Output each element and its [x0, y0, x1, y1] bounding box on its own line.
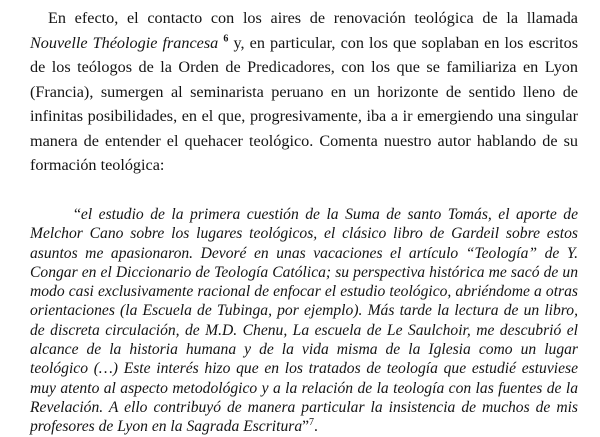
quote-open-mark: “	[74, 206, 81, 223]
body-paragraph	[30, 6, 578, 178]
quote-end-punct: .	[314, 418, 318, 436]
footnote-ref-7[interactable]: 7	[309, 417, 315, 429]
nouvelle-theologie-title: Nouvelle Théologie francesa	[30, 33, 219, 52]
quote-close-mark: ”	[302, 418, 310, 436]
footnote-ref-6[interactable]: 6	[223, 33, 229, 45]
paragraph-text-part1: En efecto, el contacto con los aires de renovación teológica de la llamada	[48, 9, 578, 27]
paragraph-text-part2: y, en particular, con los que soplaban en los escritos de los teólogos de la Orden de Predicadores, con los que se familiariza en Lyon (Francia), sumergen al seminarista peruano en un horizonte de sentido lleno de infinitas posibilidades, en el que, progresivamente, iba a ir emergiendo una singular manera de entender el quehacer teológico. Comenta nuestro autor hablando de su formación teológica:	[30, 33, 579, 174]
block-quote	[30, 205, 578, 437]
quote-text: el estudio de la primera cuestión de la Suma de santo Tomás, el aporte de Melchor Cano sobre los lugares teológicos, el clásico libro de Gardeil sobre estos asuntos me apasionaron. Devoré en unas vacaciones el artículo “Teología” de Y. Congar en el Diccionario de Teología Católica; su perspectiva histórica me sacó de un modo casi exclusivamente racional de enfocar el estudio teológico, abriéndome a otras orientaciones (la Escuela de Tubinga, por ejemplo). Más tarde la lectura de un libro, de discreta circulación, de M.D. Chenu, La escuela de Le Saulchoir, me descubrió el alcance de la historia humana y de la vida misma de la Iglesia como un lugar teológico (…) Este interés hizo que en los tratados de teología que estudié estuviese muy atento al aspecto metodológico y a la relación de la teología con las fuentes de la Revelación. A ello contribuyó de manera particular la insistencia de muchos de mis profesores de Lyon en la Sagrada Escritura	[30, 206, 578, 436]
